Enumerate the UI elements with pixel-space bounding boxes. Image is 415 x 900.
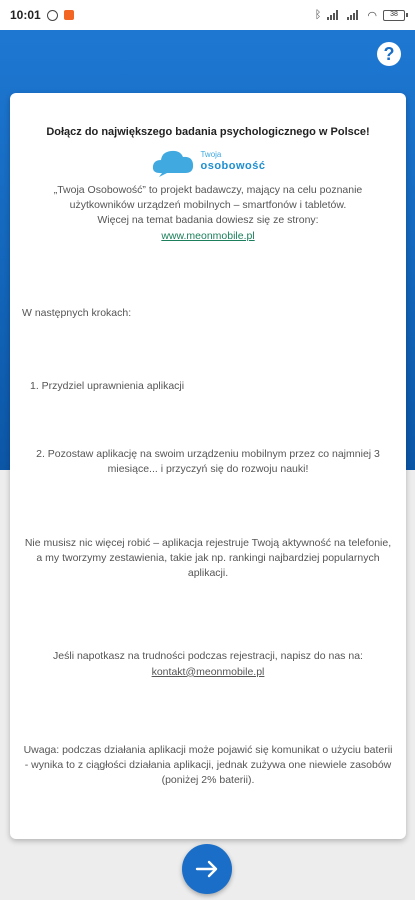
steps-label: W następnych krokach: <box>22 306 132 319</box>
app-logo <box>22 147 394 177</box>
intro-card <box>10 93 406 839</box>
step-1: 1. Przydziel uprawnienia aplikacji <box>30 380 185 393</box>
cloud-logo-icon <box>150 147 196 177</box>
wifi-icon: ◠ <box>367 9 377 22</box>
battery-warning: Uwaga: podczas działania aplikacji może pojawić się komunikat o użyciu baterii - wynika to z ciągłości działania aplikacji, jednak zużywa one niewiele zasobów (poniżej 2% baterii). <box>23 743 393 787</box>
status-time: 10:01 <box>10 8 41 22</box>
contact-text: Jeśli napotkasz na trudności podczas rejestracji, napisz do nas na: <box>53 650 363 663</box>
signal-icon-2 <box>347 10 361 20</box>
bluetooth-icon: ᛒ <box>314 9 322 21</box>
status-bar <box>0 0 415 30</box>
arrow-right-icon <box>195 860 219 878</box>
more-info-line: Więcej na temat badania dowiesz się ze strony: <box>97 214 319 227</box>
step-2: 2. Pozostaw aplikację na swoim urządzeniu mobilnym przez co najmniej 3 miesiące... i przyczyń się do rozwoju nauki! <box>36 448 380 476</box>
alarm-icon <box>47 10 58 21</box>
website-link[interactable]: www.meonmobile.pl <box>161 229 255 242</box>
logo-big-text: osobowość <box>200 160 266 173</box>
contact-paragraph <box>22 649 394 679</box>
notification-icon <box>64 10 74 20</box>
help-icon: ? <box>383 44 395 64</box>
battery-icon <box>383 10 405 21</box>
signal-icon <box>327 10 341 20</box>
logo-small-text: Twoja <box>200 150 222 160</box>
contact-email-link[interactable]: kontakt@meonmobile.pl <box>151 665 265 678</box>
help-button[interactable] <box>377 42 401 66</box>
intro-line: „Twoja Osobowość” to projekt badawczy, mający na celu poznanie użytkowników urządzeń mobilnych – smartfonów i tabletów. <box>53 183 363 212</box>
info-paragraph: Nie musisz nic więcej robić – aplikacja rejestruje Twoją aktywność na telefonie, a my tworzymy zestawienia, takie jak np. rankingi najbardziej popularnych aplikacji. <box>24 536 392 580</box>
intro-text <box>22 183 394 244</box>
card-heading: Dołącz do największego badania psychologicznego w Polsce! <box>46 126 370 138</box>
next-button[interactable] <box>182 844 232 894</box>
battery-level: 38 <box>390 10 398 18</box>
